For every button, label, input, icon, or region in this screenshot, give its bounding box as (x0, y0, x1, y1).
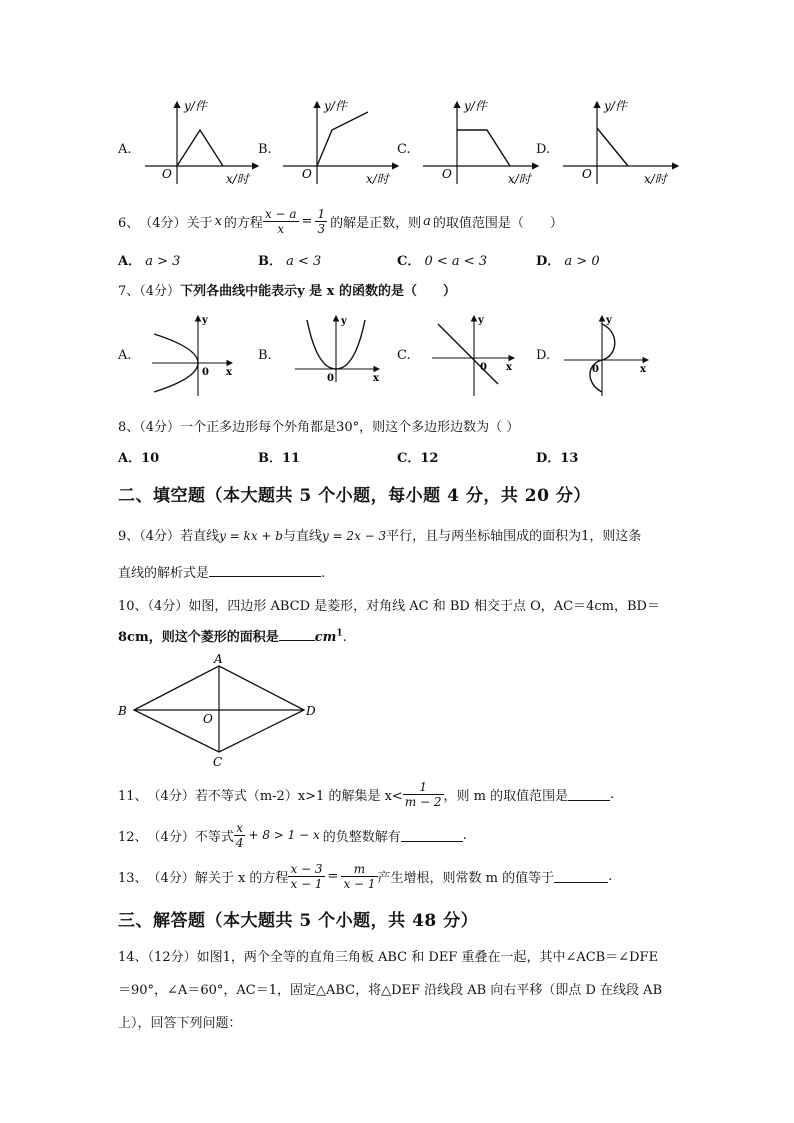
q9-text-b: 与直线 (282, 529, 322, 544)
q7-graph-a (150, 312, 240, 398)
q10-answer-blank[interactable] (279, 627, 315, 641)
q6-frac2-den: 3 (317, 221, 326, 236)
label-b: B (118, 704, 127, 718)
q11-points: （4分） (147, 788, 195, 804)
q6-option-b (258, 250, 321, 269)
q9-text-c: 平行，且与两坐标轴围成的面积为1，则这条 (386, 529, 642, 544)
q5-b-x-label: x/时 (366, 172, 389, 186)
q10-end: . (342, 630, 347, 645)
label-o: O (203, 712, 213, 726)
q9-line1-eq: y = kx + b (219, 529, 283, 543)
q9-number: 9、 (118, 529, 140, 544)
q12-text-b: 的负整数解有 (322, 829, 401, 845)
q7-c-o: 0 (480, 362, 487, 373)
q6-option-b-letter: B． (258, 254, 282, 269)
q13-frac2-num: m (353, 861, 366, 876)
q12-points: （4分） (147, 829, 195, 845)
q12-stem (118, 818, 467, 852)
q7-a-x: x (226, 367, 232, 378)
q6-option-a-letter: A． (118, 254, 142, 269)
q13-number: 13、 (118, 870, 148, 886)
q11-frac-den: m − 2 (404, 794, 442, 809)
q10-points: （4分） (147, 599, 189, 614)
q6-text-d: 的取值范围是（ ） (432, 215, 563, 231)
q7-option-b-letter: B. (258, 348, 272, 363)
q6-frac1-num: x − a (264, 206, 297, 221)
q14-line-3: 上），回答下列问题： (118, 1016, 242, 1031)
label-c: C (213, 755, 223, 768)
q7-graph-c (430, 312, 520, 398)
q5-c-x-label: x/时 (508, 172, 531, 186)
q5-b-origin: O (302, 167, 312, 181)
q9-text-d: 直线的解析式是 (118, 566, 210, 581)
q5-a-x-label: x/时 (226, 172, 249, 186)
q6-option-d (536, 250, 600, 269)
q8-option-b (258, 447, 300, 466)
q11-text-a: 若不等式（m-2）x>1 的解集是 x< (194, 788, 403, 804)
q7-option-c-letter: C. (397, 348, 411, 363)
q6-option-d-letter: D． (536, 254, 561, 269)
q11-stem (118, 776, 614, 812)
section-2-title: 二、填空题（本大题共 5 个小题，每小题 4 分，共 20 分） (118, 486, 591, 506)
q6-option-a (118, 250, 180, 269)
q9-points: （4分） (139, 529, 181, 544)
q5-graph-b (280, 96, 405, 188)
q6-number: 6、 (118, 215, 140, 231)
q5-option-d-letter: D. (536, 142, 551, 157)
q12-ineq: + 8 > 1 − x (248, 828, 320, 842)
q6-var-x: x (214, 213, 222, 229)
q12-frac-num: x (236, 820, 244, 835)
q13-frac2-den: x − 1 (343, 876, 376, 891)
q7-option-a-letter: A. (118, 348, 132, 363)
q7-b-o: 0 (327, 373, 334, 384)
q13-frac1-den: x − 1 (290, 876, 323, 891)
q9-line-2 (118, 562, 325, 581)
q6-frac1-den: x (263, 221, 299, 236)
q6-fraction-1 (263, 207, 299, 236)
q11-fraction (403, 780, 444, 809)
q6-text-c: 的解是正数，则 (330, 215, 422, 231)
q8-option-d-value: 13 (560, 451, 579, 466)
q12-fraction (234, 821, 246, 850)
q5-a-origin: O (162, 167, 172, 181)
q7-b-y: y (341, 316, 347, 327)
q14-line-2: ＝90°，∠A＝60°，AC＝1，固定△ABC，将△DEF 沿线段 AB 向右平移（即点 D 在线段 AB (118, 983, 663, 998)
q5-c-y-label: y/件 (464, 99, 487, 113)
q13-answer-blank[interactable] (554, 869, 608, 883)
q5-a-y-label: y/件 (184, 99, 207, 113)
q13-eq: = (327, 868, 339, 884)
q8-text: 一个正多边形每个外角都是30°，则这个多边形边数为（ ） (180, 420, 520, 435)
q6-option-d-value: a > 0 (564, 254, 600, 269)
q9-end: . (321, 566, 326, 581)
q6-option-c (397, 250, 487, 269)
q7-c-y: y (478, 315, 484, 326)
q5-option-c-letter: C. (397, 142, 411, 157)
label-d: D (306, 704, 316, 718)
q8-option-a (118, 447, 159, 466)
q7-points: （4分） (139, 284, 181, 299)
q5-option-b-letter: B. (258, 142, 272, 157)
q8-number: 8、 (118, 420, 140, 435)
q7-graph-d (562, 312, 654, 398)
q6-stem (118, 204, 563, 238)
q12-number: 12、 (118, 829, 148, 845)
q11-text-b: ，则 m 的取值范围是 (443, 788, 569, 804)
q5-graph-d (560, 96, 685, 188)
q5-d-x-label: x/时 (644, 172, 667, 186)
q5-c-origin: O (442, 167, 452, 181)
q9-answer-blank[interactable] (209, 563, 321, 577)
q11-frac-num: 1 (419, 779, 427, 794)
q5-graph-c (420, 96, 545, 188)
q8-option-d-letter: D． (536, 451, 561, 466)
q14-number: 14、 (118, 950, 148, 965)
q9-text-a: 若直线 (180, 529, 220, 544)
q10-rhombus-figure (112, 650, 324, 768)
q13-frac1-num: x − 3 (290, 861, 323, 876)
q8-option-c-value: 12 (420, 451, 439, 466)
q8-option-d (536, 447, 578, 466)
q5-d-origin: O (582, 167, 592, 181)
q12-frac-den: 4 (235, 835, 244, 850)
q8-option-a-letter: A． (118, 451, 142, 466)
q7-d-x: x (640, 364, 646, 375)
q6-frac2-num: 1 (317, 206, 326, 221)
q13-fraction-1 (288, 862, 324, 891)
q14-line-1 (118, 946, 658, 965)
q6-points: （4分） (139, 215, 187, 231)
q8-option-a-value: 10 (141, 451, 160, 466)
q7-stem (118, 280, 456, 299)
q10-unit-sup: 1 (336, 628, 343, 639)
q7-d-o: 0 (592, 364, 599, 375)
q7-option-d-letter: D. (536, 348, 551, 363)
q13-end: . (608, 868, 613, 884)
q5-graph-a (140, 96, 265, 188)
q12-answer-blank[interactable] (401, 828, 463, 842)
q10-line-2 (118, 626, 347, 645)
q8-points: （4分） (139, 420, 181, 435)
q6-var-a: a (423, 213, 431, 229)
q6-fraction-2 (315, 207, 327, 236)
q13-text-a: 解关于 x 的方程 (194, 870, 289, 886)
q7-a-o: 0 (202, 367, 209, 378)
q8-option-b-value: 11 (282, 451, 301, 466)
q11-answer-blank[interactable] (568, 787, 610, 801)
q8-option-b-letter: B． (258, 451, 282, 466)
q7-c-x: x (506, 362, 512, 373)
q6-text-a: 关于 (186, 215, 213, 231)
q9-line2-eq: y = 2x − 3 (321, 529, 387, 543)
q11-end: . (610, 786, 615, 802)
q6-option-b-value: a < 3 (286, 254, 322, 269)
q8-stem (118, 416, 519, 435)
q5-option-a-letter: A. (118, 142, 132, 157)
q10-unit: cm (314, 630, 337, 645)
q11-number: 11、 (118, 788, 148, 804)
q10-line-1 (118, 595, 660, 614)
label-a: A (214, 652, 223, 666)
q5-b-y-label: y/件 (324, 99, 347, 113)
q13-fraction-2 (341, 862, 377, 891)
section-3-title: 三、解答题（本大题共 5 个小题，共 48 分） (118, 911, 479, 931)
q14-points: （12分） (147, 950, 197, 965)
q7-graph-b (293, 312, 385, 384)
q7-text: 下列各曲线中能表示y 是 x 的函数的是（ ） (180, 284, 456, 299)
q12-end: . (462, 827, 467, 843)
q9-line-1 (118, 525, 641, 544)
q7-b-x: x (373, 373, 379, 384)
q12-text-a: 不等式 (194, 829, 234, 845)
q13-text-b: 产生增根，则常数 m 的值等于 (377, 870, 555, 886)
q6-eq: = (301, 213, 313, 229)
q8-option-c (397, 447, 438, 466)
q7-number: 7、 (118, 284, 140, 299)
q6-option-c-letter: C． (397, 254, 421, 269)
q7-d-y: y (606, 315, 612, 326)
q10-text-2: 8cm，则这个菱形的面积是 (118, 630, 279, 645)
q6-option-c-value: 0 < a < 3 (424, 254, 488, 269)
q13-points: （4分） (147, 870, 195, 886)
q5-d-y-label: y/件 (604, 99, 627, 113)
q13-stem (118, 858, 612, 894)
q10-text-1: 如图，四边形 ABCD 是菱形，对角线 AC 和 BD 相交于点 O，AC＝4cm，BD＝ (188, 599, 660, 614)
q6-text-b: 的方程 (223, 215, 263, 231)
q14-text-1: 如图1，两个全等的直角三角板 ABC 和 DEF 重叠在一起，其中∠ACB＝∠DFE (196, 950, 659, 965)
q7-a-y: y (202, 315, 208, 326)
q10-number: 10、 (118, 599, 148, 614)
q6-option-a-value: a > 3 (145, 254, 181, 269)
q8-option-c-letter: C． (397, 451, 421, 466)
